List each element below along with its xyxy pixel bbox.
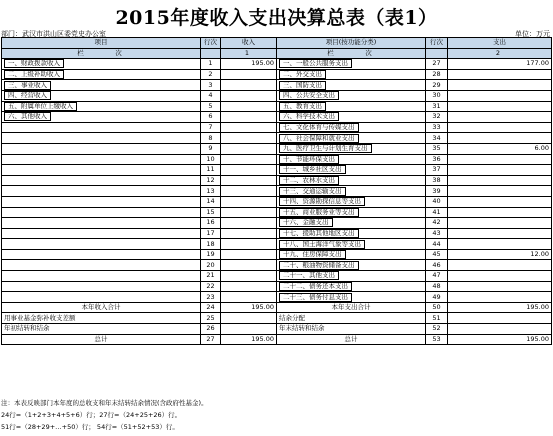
income-item [2, 175, 201, 186]
income-value [221, 249, 277, 260]
expense-value [448, 292, 552, 303]
expense-summary-label: 结余分配 [277, 313, 426, 324]
income-value [221, 143, 277, 154]
income-line-no: 12 [201, 175, 221, 186]
expense-item [277, 249, 426, 260]
header-item: 项目 [2, 38, 201, 49]
expense-item-text: 十七、援助其他地区支出 [279, 229, 359, 238]
expense-value: 195.00 [448, 302, 552, 313]
table-row [2, 218, 552, 229]
expense-line-no: 41 [426, 207, 448, 218]
budget-table [1, 37, 552, 345]
income-line-no: 7 [201, 122, 221, 133]
header-row [2, 38, 552, 49]
expense-item-text: 七、文化体育与传媒支出 [279, 123, 359, 132]
income-item [2, 80, 201, 91]
expense-item [277, 175, 426, 186]
income-item [2, 143, 201, 154]
expense-line-no: 43 [426, 228, 448, 239]
expense-item-text: 二十一、其他支出 [279, 271, 339, 280]
expense-summary-label: 总计 [277, 334, 426, 345]
expense-line-no: 44 [426, 239, 448, 250]
expense-item [277, 281, 426, 292]
table-row [2, 228, 552, 239]
expense-line-no: 38 [426, 175, 448, 186]
income-value: 195.00 [221, 302, 277, 313]
table-row [2, 133, 552, 144]
income-value [221, 324, 277, 335]
lane-row [2, 48, 552, 59]
expense-value [448, 313, 552, 324]
expense-value [448, 101, 552, 112]
income-value [221, 154, 277, 165]
summary-row [2, 334, 552, 345]
income-value [221, 101, 277, 112]
table-row [2, 260, 552, 271]
expense-value [448, 207, 552, 218]
income-item [2, 122, 201, 133]
expense-item [277, 239, 426, 250]
table-row [2, 207, 552, 218]
income-item-text: 三、事业收入 [4, 81, 51, 90]
table-row [2, 122, 552, 133]
expense-line-no: 34 [426, 133, 448, 144]
income-value [221, 271, 277, 282]
income-line-no: 3 [201, 80, 221, 91]
expense-item-text: 二十二、债务还本支出 [279, 282, 352, 291]
expense-value: 12.00 [448, 249, 552, 260]
income-line-no: 23 [201, 292, 221, 303]
expense-item-text: 十、节能环保支出 [279, 155, 339, 164]
expense-line-no: 48 [426, 281, 448, 292]
income-value [221, 281, 277, 292]
table-row [2, 143, 552, 154]
note-line-3: 51行=（28+29+…+50）行； 54行=（51+52+53）行。 [1, 423, 179, 431]
expense-line-no: 49 [426, 292, 448, 303]
header-exp-line-no: 行次 [426, 38, 448, 49]
income-value [221, 175, 277, 186]
expense-value [448, 228, 552, 239]
income-summary-label: 总计 [2, 334, 201, 345]
table-row [2, 175, 552, 186]
income-item-text: 二、上级补助收入 [4, 70, 64, 79]
header-exp-item: 项目(按功能分类) [277, 38, 426, 49]
expense-item-text: 二十、粮油物资储备支出 [279, 261, 359, 270]
income-line-no: 2 [201, 69, 221, 80]
lane-item: 栏 次 [2, 48, 201, 59]
income-value [221, 313, 277, 324]
income-line-no: 16 [201, 218, 221, 229]
income-value [221, 292, 277, 303]
expense-item-text: 十一、城乡社区支出 [279, 165, 346, 174]
expense-item-text: 十六、金融支出 [279, 218, 333, 227]
expense-item [277, 69, 426, 80]
income-line-no: 1 [201, 59, 221, 70]
expense-value: 195.00 [448, 334, 552, 345]
income-value [221, 122, 277, 133]
income-item [2, 228, 201, 239]
expense-line-no: 46 [426, 260, 448, 271]
expense-line-no: 27 [426, 59, 448, 70]
income-line-no: 13 [201, 186, 221, 197]
table-row [2, 90, 552, 101]
income-line-no: 18 [201, 239, 221, 250]
expense-item [277, 196, 426, 207]
expense-item-text: 十五、商业服务业等支出 [279, 208, 359, 217]
department-label: 部门：武汉市洪山区委党史办公室 [1, 30, 106, 38]
income-line-no: 9 [201, 143, 221, 154]
income-item [2, 260, 201, 271]
income-line-no: 21 [201, 271, 221, 282]
income-item [2, 239, 201, 250]
expense-item-text: 十八、国土海洋气象等支出 [279, 240, 365, 249]
expense-value [448, 165, 552, 176]
income-line-no: 5 [201, 101, 221, 112]
expense-value [448, 122, 552, 133]
income-value [221, 186, 277, 197]
header-line-no: 行次 [201, 38, 221, 49]
expense-value [448, 175, 552, 186]
income-value [221, 69, 277, 80]
table-row [2, 186, 552, 197]
expense-item-text: 九、医疗卫生与计划生育支出 [279, 144, 372, 153]
income-line-no: 10 [201, 154, 221, 165]
expense-item [277, 260, 426, 271]
report-title: 2015年度收入支出决算总表（表1） [115, 7, 438, 29]
income-line-no: 22 [201, 281, 221, 292]
table-row [2, 271, 552, 282]
income-value: 195.00 [221, 59, 277, 70]
expense-item-text: 十三、交通运输支出 [279, 187, 346, 196]
expense-line-no: 32 [426, 112, 448, 123]
table-row [2, 239, 552, 250]
table-row [2, 196, 552, 207]
expense-summary-label: 年末结转和结余 [277, 324, 426, 335]
income-line-no: 11 [201, 165, 221, 176]
income-item [2, 218, 201, 229]
income-summary-label: 本年收入合计 [2, 302, 201, 313]
note-line-1: 注：本表反映部门本年度的总收支和年末结转结余情况(含政府性基金)。 [1, 399, 208, 407]
income-line-no: 27 [201, 334, 221, 345]
expense-item [277, 90, 426, 101]
expense-line-no: 53 [426, 334, 448, 345]
income-item [2, 133, 201, 144]
expense-value [448, 260, 552, 271]
expense-item [277, 154, 426, 165]
income-value [221, 239, 277, 250]
expense-line-no: 37 [426, 165, 448, 176]
table-row [2, 165, 552, 176]
expense-item [277, 143, 426, 154]
income-line-no: 20 [201, 260, 221, 271]
income-item [2, 292, 201, 303]
expense-value [448, 218, 552, 229]
income-summary-label: 用事业基金弥补收支差额 [2, 313, 201, 324]
expense-item [277, 165, 426, 176]
income-value [221, 218, 277, 229]
expense-value [448, 90, 552, 101]
expense-line-no: 30 [426, 90, 448, 101]
expense-item-text: 十九、住房保障支出 [279, 250, 346, 259]
income-item [2, 154, 201, 165]
lane-line-no-blank [201, 48, 221, 59]
expense-item [277, 228, 426, 239]
table-row [2, 154, 552, 165]
expense-item [277, 59, 426, 70]
summary-row [2, 302, 552, 313]
expense-item-text: 一、一般公共服务支出 [279, 59, 352, 68]
income-summary-label: 年初结转和结余 [2, 324, 201, 335]
expense-item [277, 133, 426, 144]
income-item [2, 101, 201, 112]
income-line-no: 24 [201, 302, 221, 313]
expense-value [448, 239, 552, 250]
table-row [2, 80, 552, 91]
expense-value [448, 80, 552, 91]
expense-item-text: 十四、资源勘探信息等支出 [279, 197, 365, 206]
expense-item-text: 四、公共安全支出 [279, 91, 339, 100]
income-line-no: 26 [201, 324, 221, 335]
expense-line-no: 29 [426, 80, 448, 91]
expense-item-text: 八、社会保障和就业支出 [279, 134, 359, 143]
income-item [2, 249, 201, 260]
summary-row [2, 313, 552, 324]
expense-summary-label: 本年支出合计 [277, 302, 426, 313]
expense-value: 177.00 [448, 59, 552, 70]
expense-item-text: 三、国防支出 [279, 81, 326, 90]
expense-value [448, 186, 552, 197]
expense-line-no: 33 [426, 122, 448, 133]
income-value [221, 90, 277, 101]
income-item-text: 六、其他收入 [4, 112, 51, 121]
income-line-no: 17 [201, 228, 221, 239]
income-item-text: 一、财政拨款收入 [4, 59, 64, 68]
expense-value [448, 133, 552, 144]
income-value [221, 207, 277, 218]
income-value [221, 228, 277, 239]
expense-line-no: 51 [426, 313, 448, 324]
expense-value [448, 154, 552, 165]
income-item [2, 90, 201, 101]
table-row [2, 112, 552, 123]
income-item-text: 四、经营收入 [4, 91, 51, 100]
income-item [2, 196, 201, 207]
expense-item [277, 112, 426, 123]
expense-item-text: 五、教育支出 [279, 102, 326, 111]
expense-item-text: 二、外交支出 [279, 70, 326, 79]
table-row [2, 281, 552, 292]
expense-value [448, 281, 552, 292]
expense-value: 6.00 [448, 143, 552, 154]
table-row [2, 69, 552, 80]
income-item-text: 五、附属单位上缴收入 [4, 102, 77, 111]
expense-line-no: 45 [426, 249, 448, 260]
expense-line-no: 52 [426, 324, 448, 335]
expense-line-no: 35 [426, 143, 448, 154]
income-line-no: 15 [201, 207, 221, 218]
expense-value [448, 112, 552, 123]
lane-expense: 2 [448, 48, 552, 59]
expense-value [448, 196, 552, 207]
unit-label: 单位：万元 [515, 30, 550, 38]
income-line-no: 14 [201, 196, 221, 207]
income-line-no: 25 [201, 313, 221, 324]
expense-line-no: 39 [426, 186, 448, 197]
income-value [221, 112, 277, 123]
expense-line-no: 47 [426, 271, 448, 282]
expense-item [277, 218, 426, 229]
expense-item-text: 十二、农林水支出 [279, 176, 339, 185]
lane-exp-item: 栏 次 [277, 48, 426, 59]
header-expense: 支出 [448, 38, 552, 49]
table-row [2, 101, 552, 112]
expense-item [277, 101, 426, 112]
income-line-no: 4 [201, 90, 221, 101]
expense-line-no: 50 [426, 302, 448, 313]
income-value [221, 165, 277, 176]
income-item [2, 271, 201, 282]
expense-item [277, 271, 426, 282]
income-value [221, 80, 277, 91]
expense-item [277, 292, 426, 303]
income-item [2, 207, 201, 218]
summary-row [2, 324, 552, 335]
lane-exp-line-no-blank [426, 48, 448, 59]
note-line-2: 24行=（1+2+3+4+5+6）行；27行=（24+25+26）行。 [1, 411, 182, 419]
income-value [221, 260, 277, 271]
expense-item-text: 二十三、债务付息支出 [279, 293, 352, 302]
table-row [2, 292, 552, 303]
expense-item-text: 六、科学技术支出 [279, 112, 339, 121]
income-item [2, 112, 201, 123]
table-row [2, 59, 552, 70]
income-line-no: 8 [201, 133, 221, 144]
expense-value [448, 324, 552, 335]
expense-item [277, 80, 426, 91]
expense-item [277, 122, 426, 133]
expense-line-no: 36 [426, 154, 448, 165]
income-item [2, 281, 201, 292]
income-item [2, 59, 201, 70]
income-item [2, 186, 201, 197]
table-row [2, 249, 552, 260]
header-income: 收入 [221, 38, 277, 49]
expense-line-no: 42 [426, 218, 448, 229]
income-value [221, 133, 277, 144]
expense-line-no: 28 [426, 69, 448, 80]
lane-income: 1 [221, 48, 277, 59]
income-item [2, 165, 201, 176]
expense-value [448, 271, 552, 282]
income-value: 195.00 [221, 334, 277, 345]
income-line-no: 19 [201, 249, 221, 260]
expense-item [277, 186, 426, 197]
income-item [2, 69, 201, 80]
income-line-no: 6 [201, 112, 221, 123]
expense-line-no: 40 [426, 196, 448, 207]
income-value [221, 196, 277, 207]
expense-value [448, 69, 552, 80]
expense-item [277, 207, 426, 218]
expense-line-no: 31 [426, 101, 448, 112]
